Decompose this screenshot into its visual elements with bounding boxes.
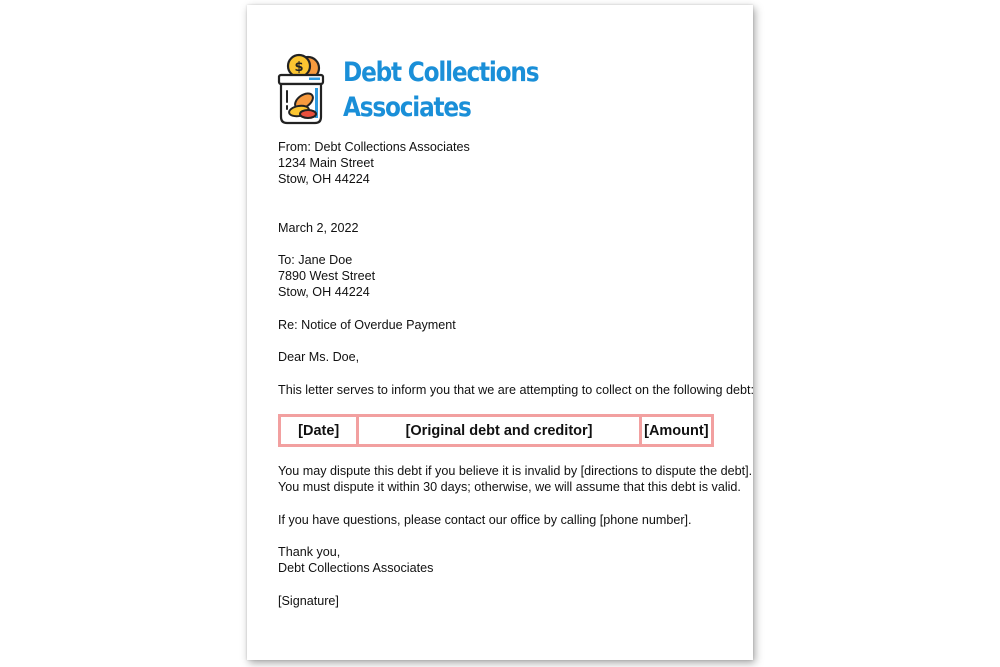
dispute-line-2: You must dispute it within 30 days; otherwise, we will assume that this debt is valid. [278, 480, 741, 495]
letter-date: March 2, 2022 [278, 221, 359, 235]
closing-thanks: Thank you, [278, 545, 341, 559]
table-row [280, 416, 713, 446]
company-name [343, 55, 538, 125]
debt-date-cell: [Date] [280, 416, 358, 446]
dispute-paragraph [278, 463, 753, 495]
sender-from: From: Debt Collections Associates [278, 140, 470, 154]
letter-page [247, 5, 753, 660]
intro-paragraph: This letter serves to inform you that we are attempting to collect on the following debt: [278, 383, 755, 397]
debt-description-cell: [Original debt and creditor] [358, 416, 640, 446]
debt-table [278, 414, 714, 447]
svg-text:$: $ [294, 60, 304, 75]
recipient-city: Stow, OH 44224 [278, 285, 370, 300]
recipient-address [278, 252, 728, 301]
questions-paragraph: If you have questions, please contact our office by calling [phone number]. [278, 513, 692, 527]
recipient-street: 7890 West Street [278, 269, 376, 284]
subject-line: Re: Notice of Overdue Payment [278, 318, 456, 332]
sender-city: Stow, OH 44224 [278, 172, 370, 187]
debt-amount-cell: [Amount] [640, 416, 712, 446]
dispute-line-1: You may dispute this debt if you believe it is invalid by [directions to dispute the debt]. [278, 464, 753, 478]
closing-name: Debt Collections Associates [278, 561, 434, 576]
company-logo [277, 51, 539, 125]
sender-address [278, 139, 728, 188]
coin-jar-icon [277, 53, 327, 125]
salutation: Dear Ms. Doe, [278, 350, 360, 364]
closing-block [278, 544, 728, 576]
sender-street: 1234 Main Street [278, 156, 374, 171]
signature-placeholder: [Signature] [278, 594, 339, 608]
company-name-line1: Debt Collections [343, 57, 539, 88]
company-name-line2: Associates [343, 92, 471, 123]
recipient-to: To: Jane Doe [278, 253, 353, 267]
